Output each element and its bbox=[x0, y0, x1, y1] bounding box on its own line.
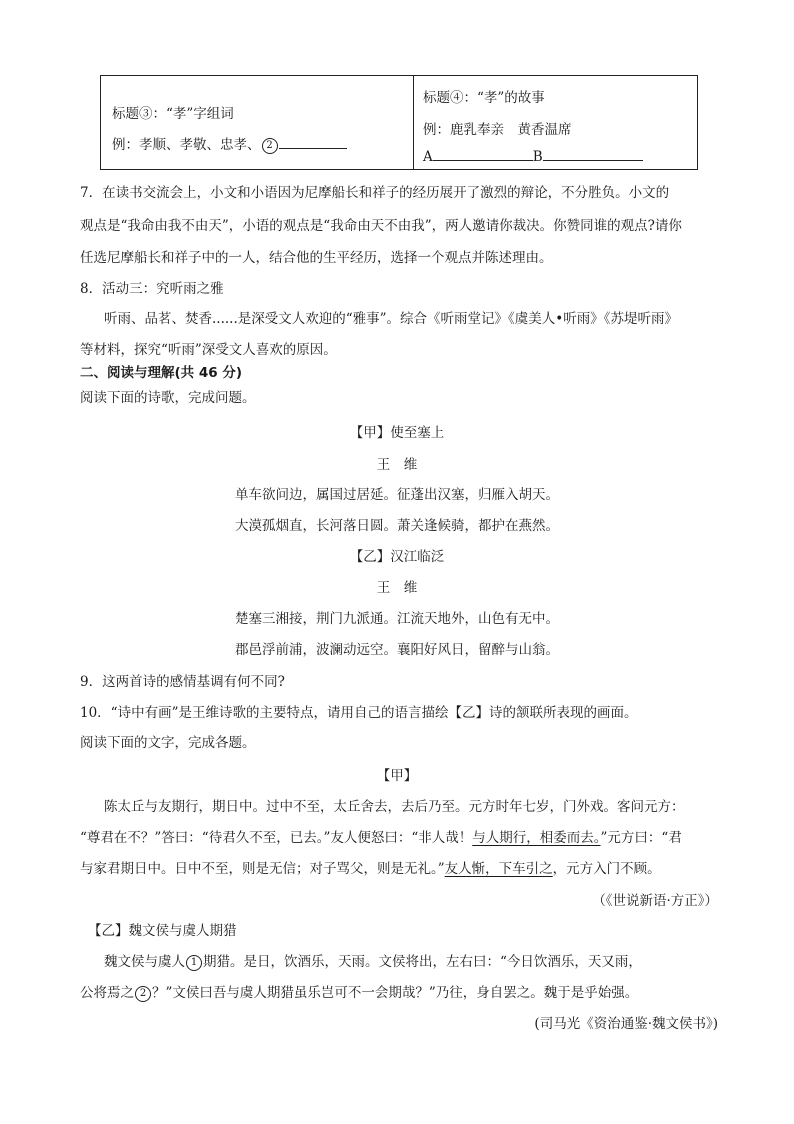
cell3-example-text: 例：孝顺、孝敬、忠孝、 bbox=[112, 137, 261, 153]
section-intro: 阅读下面的诗歌，完成问题。 bbox=[80, 390, 256, 406]
circle-number-1: 1 bbox=[186, 955, 202, 971]
answer-blank[interactable] bbox=[279, 136, 347, 149]
question-7-line3: 任选尼摩船长和祥子中的一人，结合他的生平经历，选择一个观点并陈述理由。 bbox=[80, 250, 553, 266]
cell4-answers bbox=[423, 148, 643, 165]
text-yi-line2-a: 公将焉之 bbox=[80, 985, 134, 1001]
text-jia-source: （《世说新语·方正》） bbox=[592, 893, 718, 909]
text-yi-line1 bbox=[104, 950, 642, 971]
text-jia-line2-b: ”元方曰：“君 bbox=[600, 830, 682, 846]
poem-yi-title: 【乙】汉江临泛 bbox=[349, 549, 445, 565]
answer-b-blank[interactable] bbox=[543, 148, 643, 161]
poem-yi-line2: 郡邑浮前浦，波澜动远空。襄阳好风日，留醉与山翁。 bbox=[235, 642, 559, 658]
text-jia-line1: 陈太丘与友期行，期日中。过中不至，太丘舍去，去后乃至。元方时年七岁，门外戏。客问元方： bbox=[104, 799, 685, 815]
question-8-line2: 听雨、品茗、焚香......是深受文人欢迎的“雅事”。综合《听雨堂记》《虞美人•听雨》《苏堤听雨》 bbox=[104, 311, 679, 327]
text-yi-line2 bbox=[80, 981, 638, 1002]
text-yi-line1-b: 期猎。是日，饮酒乐，天雨。文侯将出，左右曰：“今日饮酒乐，天又雨， bbox=[203, 954, 642, 970]
question-7-line2: 观点是“我命由我不由天”，小语的观点是“我命由天不由我”，两人邀请你裁决。你赞同谁的观点?请你 bbox=[80, 218, 682, 234]
text-yi-title: 【乙】魏文侯与虞人期猎 bbox=[88, 923, 237, 939]
text-yi-source: (司马光《资治通鉴·魏文侯书》) bbox=[534, 1016, 718, 1032]
text-jia-line3-b: ，元方入门不顾。 bbox=[552, 861, 661, 877]
text-jia-line2 bbox=[80, 826, 682, 846]
circle-number-2: 2 bbox=[135, 986, 151, 1002]
poem-jia-author: 王 维 bbox=[376, 457, 418, 473]
text-jia-line3 bbox=[80, 857, 661, 877]
answer-a-blank[interactable] bbox=[433, 148, 533, 161]
section-heading: 二、阅读与理解(共 46 分) bbox=[80, 365, 243, 381]
text-jia-label: 【甲】 bbox=[376, 768, 418, 784]
underlined-sentence-2: 友人惭，下车引之 bbox=[444, 861, 553, 877]
question-7-line1: 7．在读书交流会上，小文和小语因为尼摩船长和祥子的经历展开了激烈的辩论，不分胜负。小文的 bbox=[80, 185, 670, 201]
answer-b-label: B bbox=[532, 149, 543, 165]
question-10: 10．“诗中有画”是王维诗歌的主要特点，请用自己的语言描绘【乙】诗的颔联所表现的画面。 bbox=[80, 705, 638, 721]
answer-a-label: A bbox=[423, 149, 433, 165]
reading-intro: 阅读下面的文字，完成各题。 bbox=[80, 735, 256, 751]
question-8-title: 8．活动三：究听雨之雅 bbox=[80, 281, 224, 297]
text-jia-line3-a: 与家君期日中。日中不至，则是无信；对子骂父，则是无礼。” bbox=[80, 861, 445, 877]
text-yi-line1-a: 魏文侯与虞人 bbox=[104, 954, 185, 970]
poem-yi-author: 王 维 bbox=[376, 580, 418, 596]
poem-jia-title: 【甲】使至塞上 bbox=[349, 425, 445, 441]
table-divider bbox=[413, 76, 414, 169]
poem-jia-line1: 单车欲问边，属国过居延。征蓬出汉塞，归雁入胡天。 bbox=[235, 487, 559, 503]
circle-number-2: 2 bbox=[262, 138, 278, 154]
underlined-sentence-1: 与人期行，相委而去。 bbox=[472, 830, 601, 846]
cell3-example bbox=[112, 133, 347, 154]
cell4-example: 例：鹿乳奉亲 黄香温席 bbox=[423, 122, 572, 138]
cell3-title: 标题③：“孝”字组词 bbox=[112, 106, 234, 122]
text-yi-line2-b: ？”文侯曰吾与虞人期猎虽乐岂可不一会期哉？”乃往，身自罢之。魏于是乎始强。 bbox=[152, 985, 639, 1001]
question-8-line3: 等材料，探究“听雨”深受文人喜欢的原因。 bbox=[80, 342, 337, 358]
cell4-title: 标题④：“孝”的故事 bbox=[423, 90, 545, 106]
task-table bbox=[100, 75, 698, 170]
text-jia-line2-a: “尊君在不？”答曰：“待君久不至，已去。”友人便怒曰：“非人哉！ bbox=[80, 830, 473, 846]
question-9: 9．这两首诗的感情基调有何不同? bbox=[80, 674, 285, 690]
poem-jia-line2: 大漠孤烟直，长河落日圆。萧关逢候骑，都护在燕然。 bbox=[235, 518, 559, 534]
poem-yi-line1: 楚塞三湘接，荆门九派通。江流天地外，山色有无中。 bbox=[235, 611, 559, 627]
